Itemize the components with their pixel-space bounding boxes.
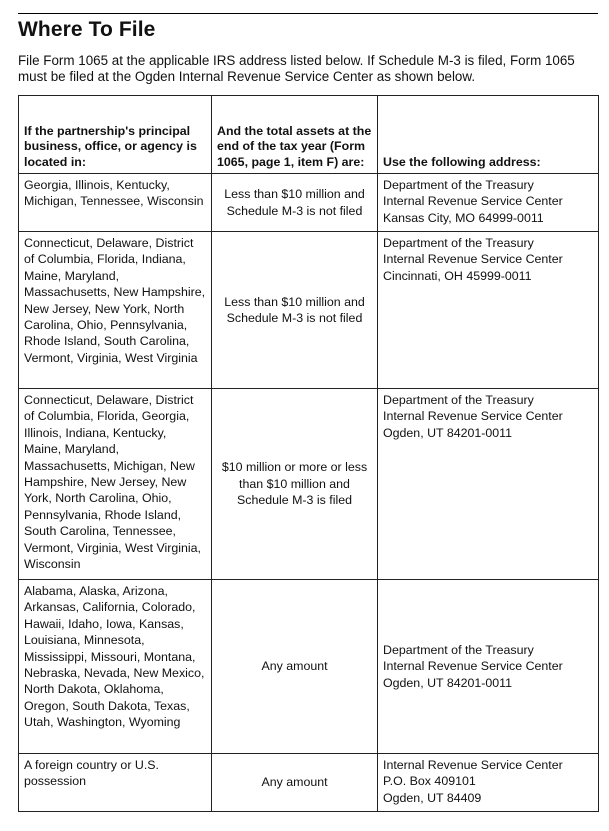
intro-paragraph: File Form 1065 at the applicable IRS address listed below. If Schedule M-3 is filed, Form 1065 must be filed at the Ogden Internal Revenue Service Center as shown below. [18, 53, 575, 84]
row-address: Department of the Treasury Internal Revenue Service Center Kansas City, MO 64999-0011 [378, 174, 599, 232]
row-address: Department of the Treasury Internal Revenue Service Center Cincinnati, OH 45999-0011 [378, 232, 599, 389]
header-total-assets: And the total assets at the end of the tax year (Form 1065, page 1, item F) are: [212, 96, 378, 174]
row-address: Department of the Treasury Internal Revenue Service Center Ogden, UT 84201-0011 [378, 389, 599, 580]
row-location: A foreign country or U.S. possession [19, 754, 212, 812]
row-assets: $10 million or more or less than $10 million and Schedule M-3 is filed [212, 389, 378, 580]
row-assets: Less than $10 million and Schedule M-3 is not filed [212, 174, 378, 232]
row-address: Department of the Treasury Internal Revenue Service Center Ogden, UT 84201-0011 [378, 580, 599, 754]
table-row [19, 580, 599, 754]
table-row [19, 754, 599, 812]
row-location: Alabama, Alaska, Arizona, Arkansas, California, Colorado, Hawaii, Idaho, Iowa, Kansas, Louisiana, Minnesota, Mississippi, Missouri, Montana, Nebraska, Nevada, New Mexico, North Dakota, Oklahoma, Oregon, South Dakota, Texas, Utah, Washington, Wyoming [19, 580, 212, 754]
header-location: If the partnership's principal business, office, or agency is located in: [19, 96, 212, 174]
table-row [19, 232, 599, 389]
row-assets: Less than $10 million and Schedule M-3 is not filed [212, 232, 378, 389]
row-location: Georgia, Illinois, Kentucky, Michigan, Tennessee, Wisconsin [19, 174, 212, 232]
row-address: Internal Revenue Service Center P.O. Box 409101 Ogden, UT 84409 [378, 754, 599, 812]
row-assets: Any amount [212, 754, 378, 812]
row-assets: Any amount [212, 580, 378, 754]
top-rule [18, 13, 598, 14]
section-title: Where To File [18, 18, 156, 41]
table-row [19, 389, 599, 580]
table-header-row [19, 96, 599, 174]
table-row [19, 174, 599, 232]
header-address: Use the following address: [378, 96, 599, 174]
filing-address-table [18, 95, 599, 812]
row-location: Connecticut, Delaware, District of Columbia, Florida, Georgia, Illinois, Indiana, Kentucky, Maine, Maryland, Massachusetts, Michigan, New Hampshire, New Jersey, New York, North Carolina, Ohio, Pennsylvania, Rhode Island, South Carolina, Tennessee, Vermont, Virginia, West Virginia, Wisconsin [19, 389, 212, 580]
row-location: Connecticut, Delaware, District of Columbia, Florida, Indiana, Maine, Maryland, Massachusetts, New Hampshire, New Jersey, New York, North Carolina, Ohio, Pennsylvania, Rhode Island, South Carolina, Vermont, Virginia, West Virginia [19, 232, 212, 389]
